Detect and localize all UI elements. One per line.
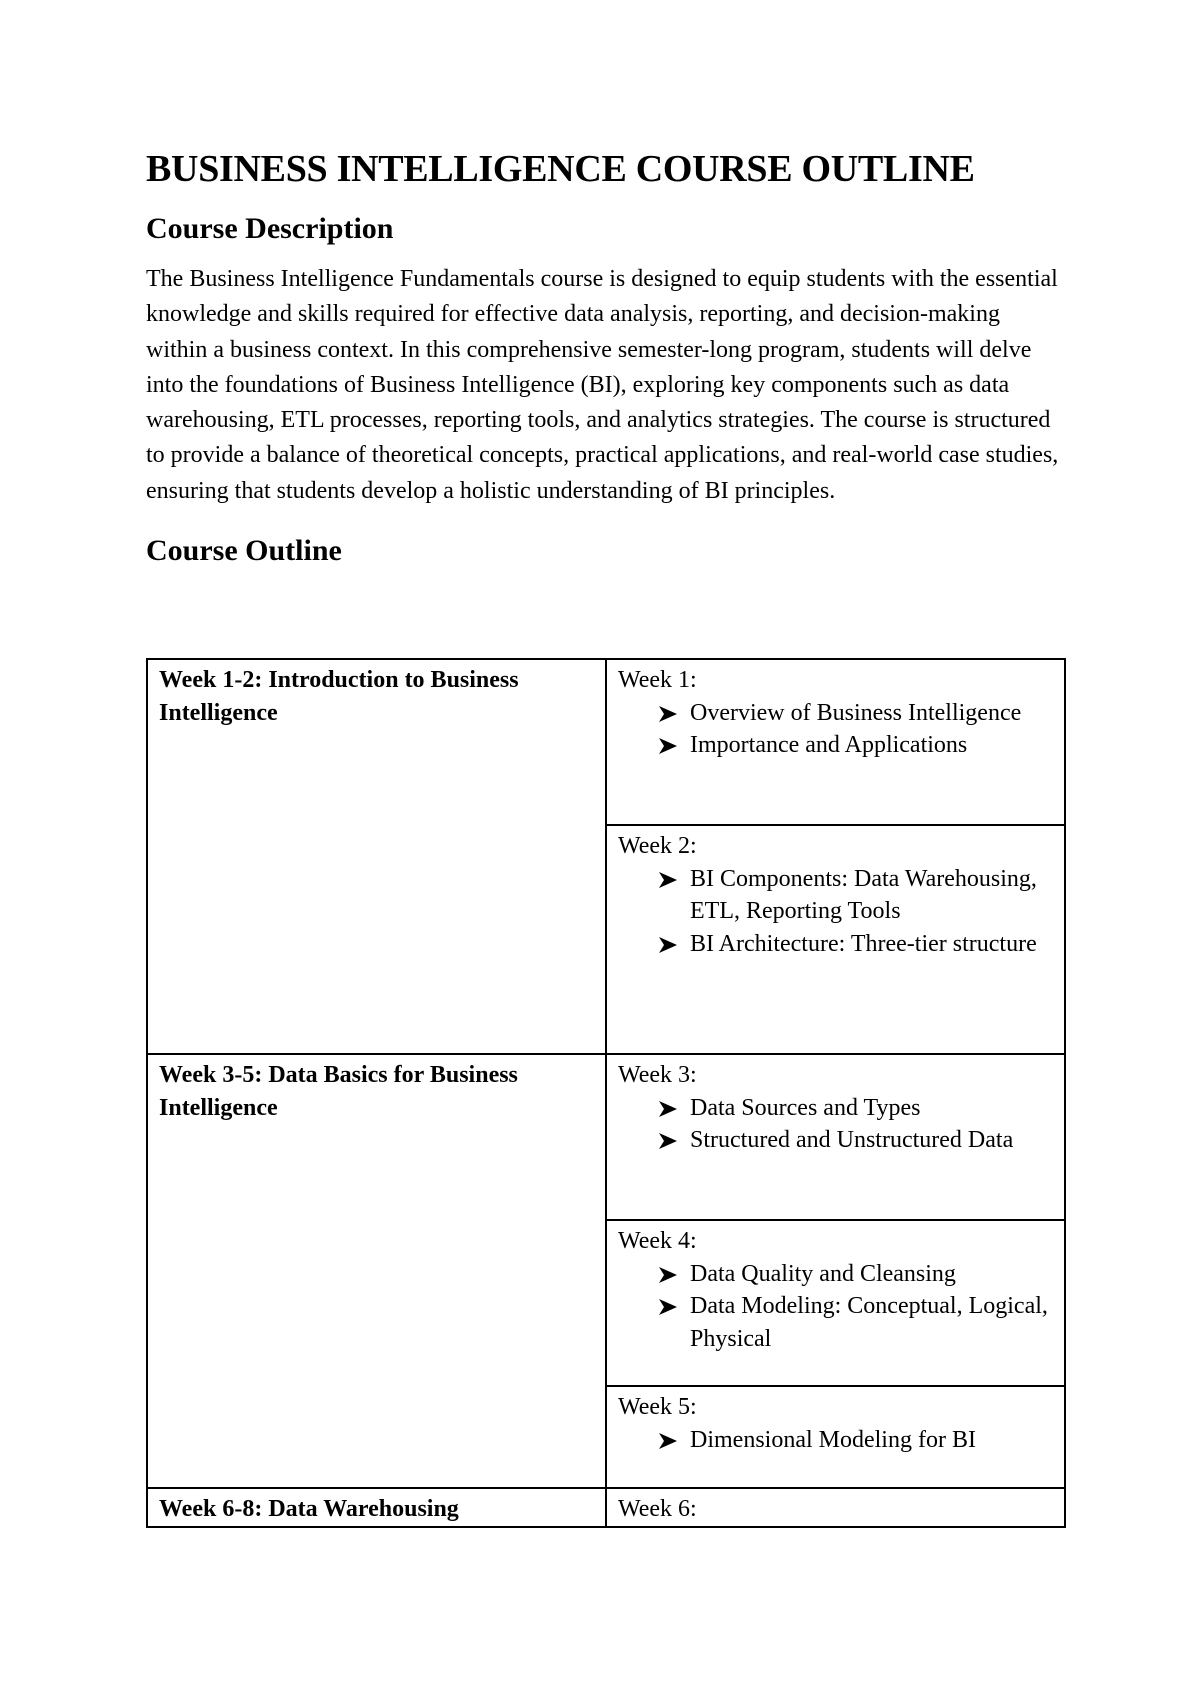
topic-list xyxy=(618,1092,1053,1157)
list-item xyxy=(656,697,1053,730)
topic-text: Structured and Unstructured Data xyxy=(690,1127,1014,1153)
week-label: Week 5: xyxy=(618,1394,697,1420)
topic-text: BI Architecture: Three-tier structure xyxy=(690,930,1037,957)
week-cell xyxy=(606,825,1065,1054)
week-cell xyxy=(606,1054,1065,1220)
week-label: Week 2: xyxy=(618,833,697,859)
course-description-paragraph: The Business Intelligence Fundamentals course is designed to equip students with the essential knowledge and skills required for effective data analysis, reporting, and decision-making within a business context. In this comprehensive semester-long program, students will delve into the foundations of Business Intelligence (BI), exploring key components such as data warehousing, ETL processes, reporting tools, and analytics strategies. The course is structured to provide a balance of theoretical concepts, practical applications, and real-world case studies, ensuring that students develop a holistic understanding of BI principles. xyxy=(146,266,1059,504)
week-cell xyxy=(606,659,1065,825)
arrowhead-bullet-icon xyxy=(656,1258,682,1290)
topic-text: Overview of Business Intelligence xyxy=(690,699,1022,726)
list-item xyxy=(656,863,1053,928)
week-cell xyxy=(606,1488,1065,1527)
course-outline-table xyxy=(146,658,1066,1528)
topic-list xyxy=(618,863,1053,961)
arrowhead-bullet-icon xyxy=(656,1290,682,1322)
week-label: Week 6: xyxy=(618,1496,697,1522)
arrowhead-bullet-icon xyxy=(656,1124,682,1156)
list-item xyxy=(656,928,1053,961)
week-range-title: Week 6-8: Data Warehousing xyxy=(159,1496,459,1522)
arrowhead-bullet-icon xyxy=(656,697,682,729)
list-item xyxy=(656,1258,1053,1291)
list-item xyxy=(656,729,1053,762)
topic-text: Data Modeling: Conceptual, Logical, Physical xyxy=(690,1293,1048,1352)
week-range-title: Week 3-5: Data Basics for Business Intelligence xyxy=(159,1062,518,1121)
week-range-cell xyxy=(147,659,606,1054)
list-item xyxy=(656,1424,1053,1457)
arrowhead-bullet-icon xyxy=(656,1092,682,1124)
week-cell xyxy=(606,1386,1065,1488)
course-description-heading: Course Description xyxy=(146,212,394,245)
table-row xyxy=(147,659,1065,825)
topic-text: Data Quality and Cleansing xyxy=(690,1260,956,1287)
topic-text: Dimensional Modeling for BI xyxy=(690,1426,976,1453)
table-row xyxy=(147,1054,1065,1220)
arrowhead-bullet-icon xyxy=(656,863,682,895)
arrowhead-bullet-icon xyxy=(656,1424,682,1456)
table-row xyxy=(147,1488,1065,1527)
topic-list xyxy=(618,697,1053,762)
topic-text: Data Sources and Types xyxy=(690,1094,921,1121)
topic-text: Importance and Applications xyxy=(690,732,968,758)
list-item xyxy=(656,1290,1053,1355)
week-range-cell xyxy=(147,1488,606,1527)
week-range-cell xyxy=(147,1054,606,1488)
document-body xyxy=(146,146,1066,570)
list-item xyxy=(656,1124,1053,1157)
course-outline-heading: Course Outline xyxy=(146,534,342,568)
week-range-title: Week 1-2: Introduction to Business Intelligence xyxy=(159,667,519,726)
document-title: BUSINESS INTELLIGENCE COURSE OUTLINE xyxy=(146,148,975,190)
list-item xyxy=(656,1092,1053,1125)
week-label: Week 3: xyxy=(618,1062,697,1088)
week-label: Week 1: xyxy=(618,667,697,693)
arrowhead-bullet-icon xyxy=(656,928,682,960)
week-label: Week 4: xyxy=(618,1228,697,1254)
arrowhead-bullet-icon xyxy=(656,729,682,761)
topic-list xyxy=(618,1424,1053,1457)
topic-text: BI Components: Data Warehousing, ETL, Reporting Tools xyxy=(690,865,1037,924)
topic-list xyxy=(618,1258,1053,1356)
week-cell xyxy=(606,1220,1065,1386)
